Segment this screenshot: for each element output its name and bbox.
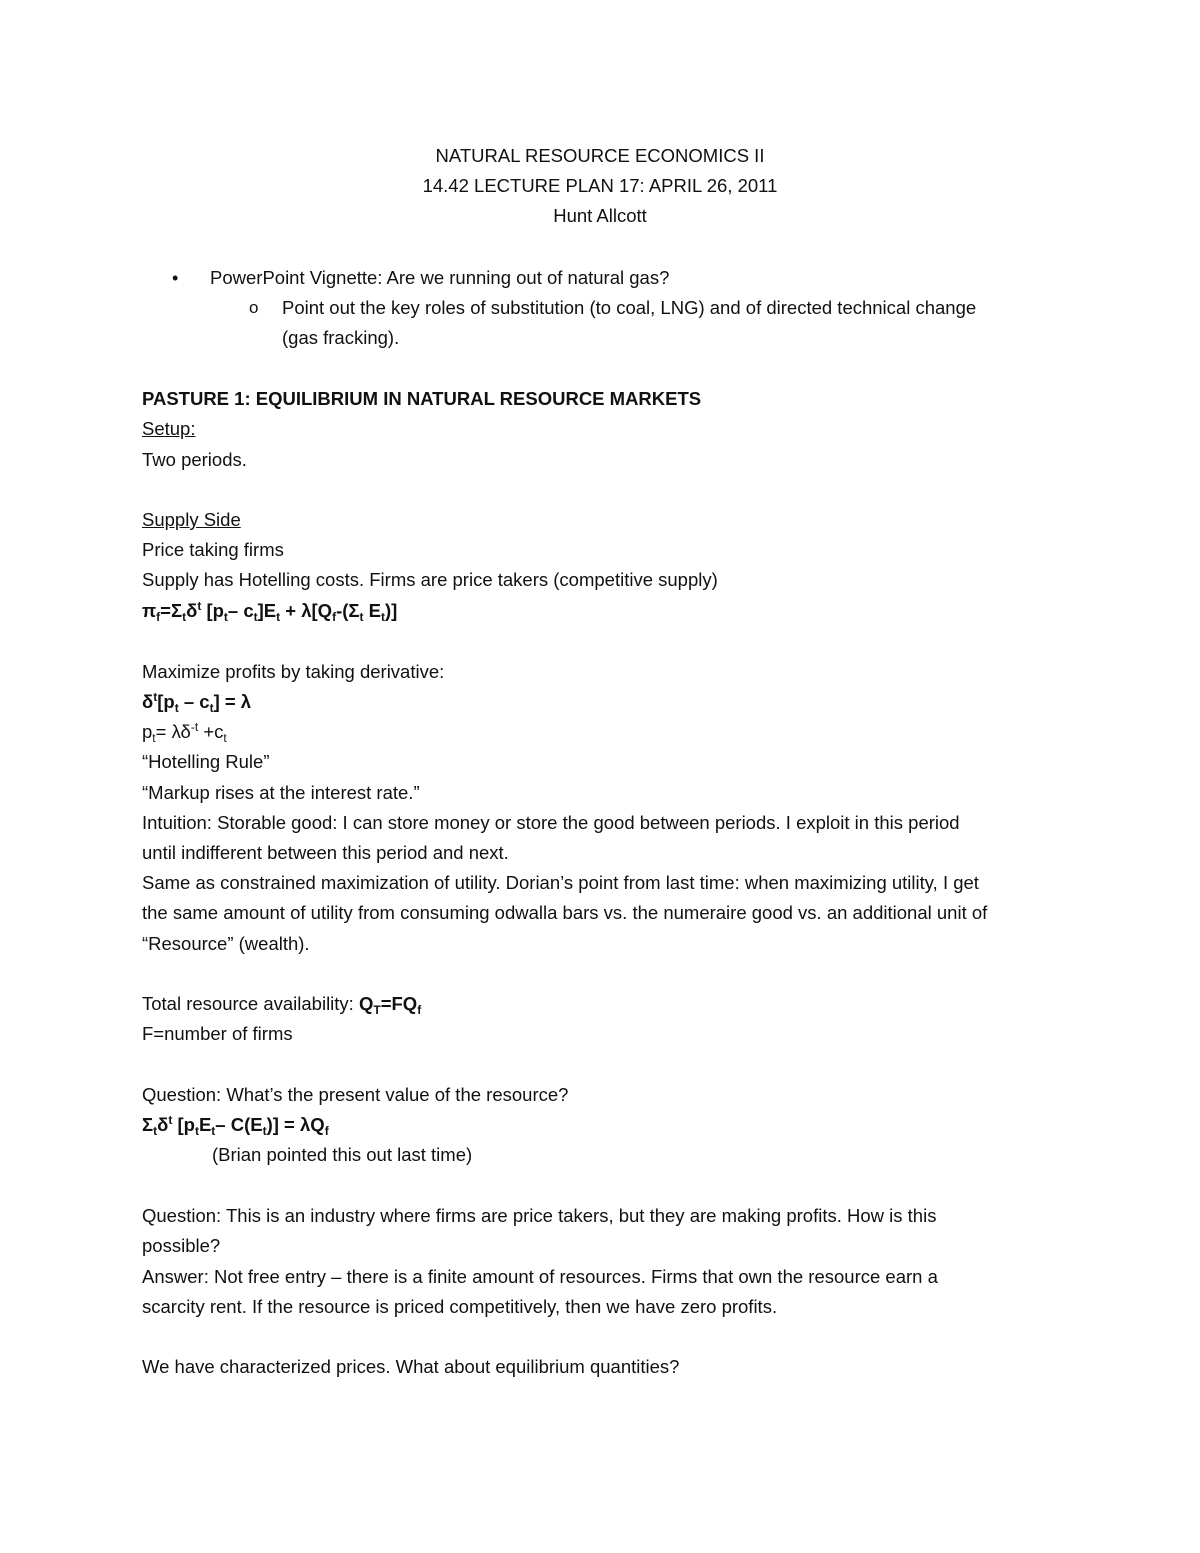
- document-subtitle: 14.42 LECTURE PLAN 17: APRIL 26, 2011: [422, 175, 778, 196]
- eq-superscript: t: [153, 690, 158, 704]
- eq-subscript: f: [324, 1124, 329, 1138]
- eq-part: [p: [172, 1114, 195, 1135]
- eq-part: +c: [198, 721, 224, 742]
- f-number-text: F=number of firms: [142, 1023, 293, 1044]
- eq-part: δ: [142, 691, 154, 712]
- eq-part: )]: [385, 600, 398, 621]
- price-taking-text: Price taking firms: [142, 539, 284, 560]
- eq-superscript: t: [197, 599, 202, 613]
- present-value-equation: [142, 1113, 329, 1137]
- hotelling-costs-text: Supply has Hotelling costs. Firms are price takers (competitive supply): [142, 569, 718, 590]
- maximize-text: Maximize profits by taking derivative:: [142, 661, 445, 682]
- eq-subscript: t: [174, 701, 179, 715]
- total-resource-text: [142, 992, 421, 1016]
- answer-line-2: scarcity rent. If the resource is priced competitively, then we have zero profits.: [142, 1296, 778, 1317]
- sub-bullet-line-1: Point out the key roles of substitution (to coal, LNG) and of directed technical change: [282, 297, 977, 318]
- price-equation: [142, 720, 227, 744]
- eq-subscript: t: [381, 610, 385, 624]
- eq-part: ] = λ: [213, 691, 252, 712]
- eq-part: + λ[Q: [280, 600, 333, 621]
- eq-subscript: f: [417, 1003, 422, 1017]
- bullet-item-vignette: PowerPoint Vignette: Are we running out of natural gas?: [210, 267, 670, 288]
- eq-subscript: f: [332, 610, 337, 624]
- sub-bullet-icon: o: [249, 298, 259, 317]
- eq-subscript: t: [152, 731, 156, 745]
- document-title: NATURAL RESOURCE ECONOMICS II: [435, 145, 765, 166]
- eq-subscript: t: [182, 610, 187, 624]
- eq-subscript: t: [223, 610, 228, 624]
- question-2-line-2: possible?: [142, 1235, 221, 1256]
- same-line-1: Same as constrained maximization of utility. Dorian’s point from last time: when maximizing utility, I get: [142, 872, 979, 893]
- eq-part: – C(E: [215, 1114, 263, 1135]
- eq-subscript: t: [276, 610, 281, 624]
- eq-part: δ: [157, 1114, 169, 1135]
- setup-label: Setup:: [142, 418, 196, 439]
- document-author: Hunt Allcott: [553, 205, 647, 226]
- foc-equation: [142, 690, 251, 714]
- same-line-2: the same amount of utility from consuming odwalla bars vs. the numeraire good vs. an additional unit of: [142, 902, 988, 923]
- eq-part: – c: [227, 600, 254, 621]
- eq-part: Σ: [142, 1114, 154, 1135]
- eq-part: δ: [186, 600, 198, 621]
- total-resource-equation: [358, 993, 422, 1017]
- eq-part: Q: [358, 993, 374, 1014]
- eq-subscript: t: [209, 701, 214, 715]
- same-line-3: “Resource” (wealth).: [142, 933, 310, 954]
- intuition-line-2: until indifferent between this period and next.: [142, 842, 509, 863]
- eq-subscript: t: [194, 1124, 199, 1138]
- profit-equation: [142, 599, 397, 623]
- eq-superscript: t: [168, 1113, 173, 1127]
- eq-subscript: t: [359, 610, 364, 624]
- eq-subscript: t: [211, 1124, 216, 1138]
- eq-part: [p: [157, 691, 175, 712]
- question-2-line-1: Question: This is an industry where firms are price takers, but they are making profits. How is this: [142, 1205, 937, 1226]
- eq-subscript: t: [223, 731, 227, 745]
- eq-subscript: t: [153, 1124, 158, 1138]
- supply-side-label: Supply Side: [142, 509, 241, 530]
- answer-line-1: Answer: Not free entry – there is a finite amount of resources. Firms that own the resource earn a: [142, 1266, 938, 1287]
- eq-part: =FQ: [380, 993, 418, 1014]
- eq-superscript: -t: [190, 720, 199, 734]
- eq-part: )] = λQ: [266, 1114, 325, 1135]
- eq-subscript: f: [156, 610, 161, 624]
- closing-text: We have characterized prices. What about equilibrium quantities?: [142, 1356, 680, 1377]
- total-resource-label: Total resource availability:: [142, 993, 359, 1014]
- two-periods-text: Two periods.: [142, 449, 247, 470]
- eq-part: – c: [178, 691, 210, 712]
- eq-part: -(Σ: [336, 600, 360, 621]
- eq-part: E: [363, 600, 381, 621]
- eq-subscript: T: [373, 1003, 381, 1017]
- eq-part: ]E: [257, 600, 277, 621]
- section-heading: PASTURE 1: EQUILIBRIUM IN NATURAL RESOURCE MARKETS: [142, 388, 702, 409]
- markup-rises-text: “Markup rises at the interest rate.”: [142, 782, 420, 803]
- eq-part: = λδ: [155, 721, 191, 742]
- hotelling-rule-text: “Hotelling Rule”: [142, 751, 270, 772]
- eq-part: [p: [201, 600, 224, 621]
- eq-part: π: [142, 600, 157, 621]
- eq-part: E: [198, 1114, 212, 1135]
- eq-part: =Σ: [160, 600, 183, 621]
- eq-subscript: t: [262, 1124, 267, 1138]
- question-1-text: Question: What’s the present value of the resource?: [142, 1084, 569, 1105]
- eq-part: p: [142, 721, 153, 742]
- eq-subscript: t: [253, 610, 258, 624]
- sub-bullet-line-2: (gas fracking).: [282, 327, 400, 348]
- bullet-icon: •: [172, 268, 179, 288]
- intuition-line-1: Intuition: Storable good: I can store money or store the good between periods. I exploit in this period: [142, 812, 960, 833]
- brian-note: (Brian pointed this out last time): [212, 1144, 473, 1165]
